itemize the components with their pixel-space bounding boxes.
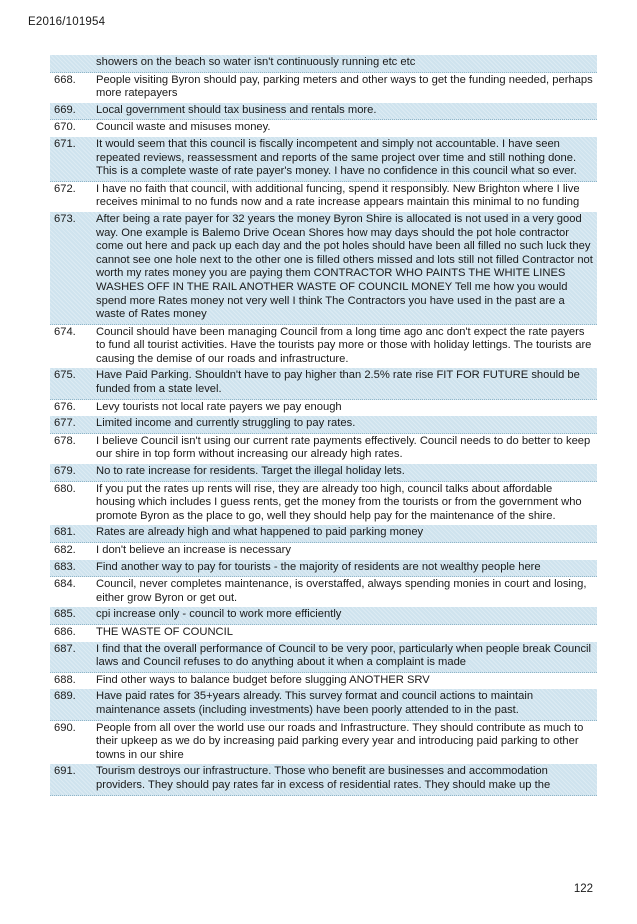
comment-row (50, 400, 597, 417)
comment-number: 687. (54, 642, 76, 655)
comment-text: THE WASTE OF COUNCIL (96, 625, 233, 638)
comment-number: 674. (54, 325, 76, 338)
comment-text: Find another way to pay for tourists - the majority of residents are not wealthy people here (96, 560, 541, 573)
comment-row (50, 416, 597, 434)
comment-text: Tourism destroys our infrastructure. Those who benefit are businesses and accommodation providers. They should pay rates far in excess of residential rates. They should make up the (96, 765, 551, 791)
comment-row (50, 577, 597, 607)
comment-number: 675. (54, 369, 76, 382)
comment-row (50, 212, 597, 325)
comment-row (50, 525, 597, 543)
comment-number: 683. (54, 560, 76, 573)
comment-text: Find other ways to balance budget before slugging ANOTHER SRV (96, 673, 430, 686)
comment-row (50, 482, 597, 526)
comment-text: If you put the rates up rents will rise, they are already too high, council talks about affordable housing which includes I guess rents, get the money from the tourists or from the government who promote Byron as the place to go, well they should help pay for the maintenance of the shire. (96, 482, 582, 522)
comment-text: I have no faith that council, with additional funcing, spend it responsibly. New Brighton where I live receives minimal to no funds now and a rate increase appears maintain this minimal to no funding (96, 182, 580, 209)
comment-number: 670. (54, 121, 76, 134)
comment-row (50, 182, 597, 212)
comment-text: Have paid rates for 35+years already. This survey format and council actions to maintain maintenance assets (including investments) have been poorly attended to in the past. (96, 690, 534, 716)
comment-text: showers on the beach so water isn't continuously running etc etc (96, 56, 416, 68)
comment-text: Levy tourists not local rate payers we pay enough (96, 400, 342, 413)
comment-row (50, 607, 597, 625)
comment-text: No to rate increase for residents. Target the illegal holiday lets. (96, 465, 405, 478)
comment-number: 686. (54, 625, 76, 638)
comment-row (50, 721, 597, 765)
page-number: 122 (573, 883, 593, 895)
comment-number: 677. (54, 417, 76, 430)
comment-number: 691. (54, 765, 76, 778)
comment-row (50, 120, 597, 137)
comment-number: 688. (54, 673, 76, 686)
comment-text: People visiting Byron should pay, parking meters and other ways to get the funding needed, perhaps more ratepayers (96, 73, 593, 100)
comment-number: 679. (54, 465, 76, 478)
comment-number: 690. (54, 721, 76, 734)
comment-row (50, 625, 597, 642)
comment-number: 672. (54, 182, 76, 195)
comment-number: 668. (54, 73, 76, 86)
comment-text: It would seem that this council is fiscally incompetent and simply not accountable. I have seen repeated reviews, reassessment and reports of the same project over time and still nothing done. This is a complete waste of rate payer's money. I have no confidence in this council what so ever. (96, 137, 577, 178)
comment-row (50, 368, 597, 399)
comment-text: Rates are already high and what happened to paid parking money (96, 526, 424, 539)
comment-number: 680. (54, 482, 76, 495)
comment-text: Council waste and misuses money. (96, 121, 271, 134)
comment-row (50, 464, 597, 482)
comment-number: 678. (54, 434, 76, 447)
comment-row (50, 642, 597, 673)
comment-row (50, 673, 597, 690)
comment-row (50, 560, 597, 578)
comment-number: 689. (54, 690, 76, 703)
comment-number: 684. (54, 578, 76, 591)
comment-row (50, 103, 597, 121)
comment-row (50, 55, 597, 73)
comment-row (50, 543, 597, 560)
comment-number: 681. (54, 526, 76, 539)
document-reference: E2016/101954 (28, 16, 106, 28)
comment-text: After being a rate payer for 32 years the money Byron Shire is allocated is not used in a very good way. One example is Balemo Drive Ocean Shores how may days should the pot hole contractor come out here and pack up each day and the pot holes should have been all filled no such luck they cannot see one hole next to the other one is filled others missed and lots still not filled Contractor not worth my rates money you are paying them CONTRACTOR WHO PAINTS THE WHITE LINES WASHES OFF IN THE RAIL ANOTHER WASTE OF COUNCIL MONEY Tell me how you would spend more Rates money not very well I think The Contractors you have used in the past are a waste of Rates money (96, 212, 593, 321)
comment-row (50, 137, 597, 182)
comment-row (50, 325, 597, 369)
comment-text: I find that the overall performance of Council to be very poor, particularly when people break Council laws and Council refuses to do anything about it when a complaint is made (96, 642, 592, 669)
comment-text: I don't believe an increase is necessary (96, 544, 291, 556)
comment-text: cpi increase only - council to work more efficiently (96, 608, 342, 621)
comment-row (50, 764, 597, 795)
comment-number: 671. (54, 137, 76, 150)
comment-row (50, 434, 597, 464)
comment-text: Council should have been managing Council from a long time ago anc don't expect the rate payers to fund all tourist activities. Have the tourists pay more or those with holiday lettings. The tourists are causing the demise of our roads and infrastructure. (96, 325, 592, 365)
comment-number: 673. (54, 212, 76, 225)
comment-row (50, 689, 597, 720)
comment-text: Limited income and currently struggling to pay rates. (96, 417, 356, 430)
comment-row (50, 73, 597, 103)
comment-number: 676. (54, 400, 76, 413)
comment-text: People from all over the world use our roads and Infrastructure. They should contribute as much to their upkeep as we do by increasing paid parking every year and introducing paid parking to other towns in our shire (96, 721, 584, 761)
comment-list (50, 55, 597, 796)
comment-text: Have Paid Parking. Shouldn't have to pay higher than 2.5% rate rise FIT FOR FUTURE should be funded from a state level. (96, 369, 580, 396)
comment-text: Council, never completes maintenance, is overstaffed, always spending monies in court and losing, either grow Byron or get out. (96, 578, 587, 604)
comment-number: 685. (54, 608, 76, 621)
comment-text: I believe Council isn't using our current rate payments effectively. Council needs to do better to keep our shire in top form without increasing our already high rates. (96, 434, 591, 461)
comment-number: 669. (54, 103, 76, 116)
comment-text: Local government should tax business and rentals more. (96, 103, 377, 116)
comment-number: 682. (54, 544, 76, 556)
